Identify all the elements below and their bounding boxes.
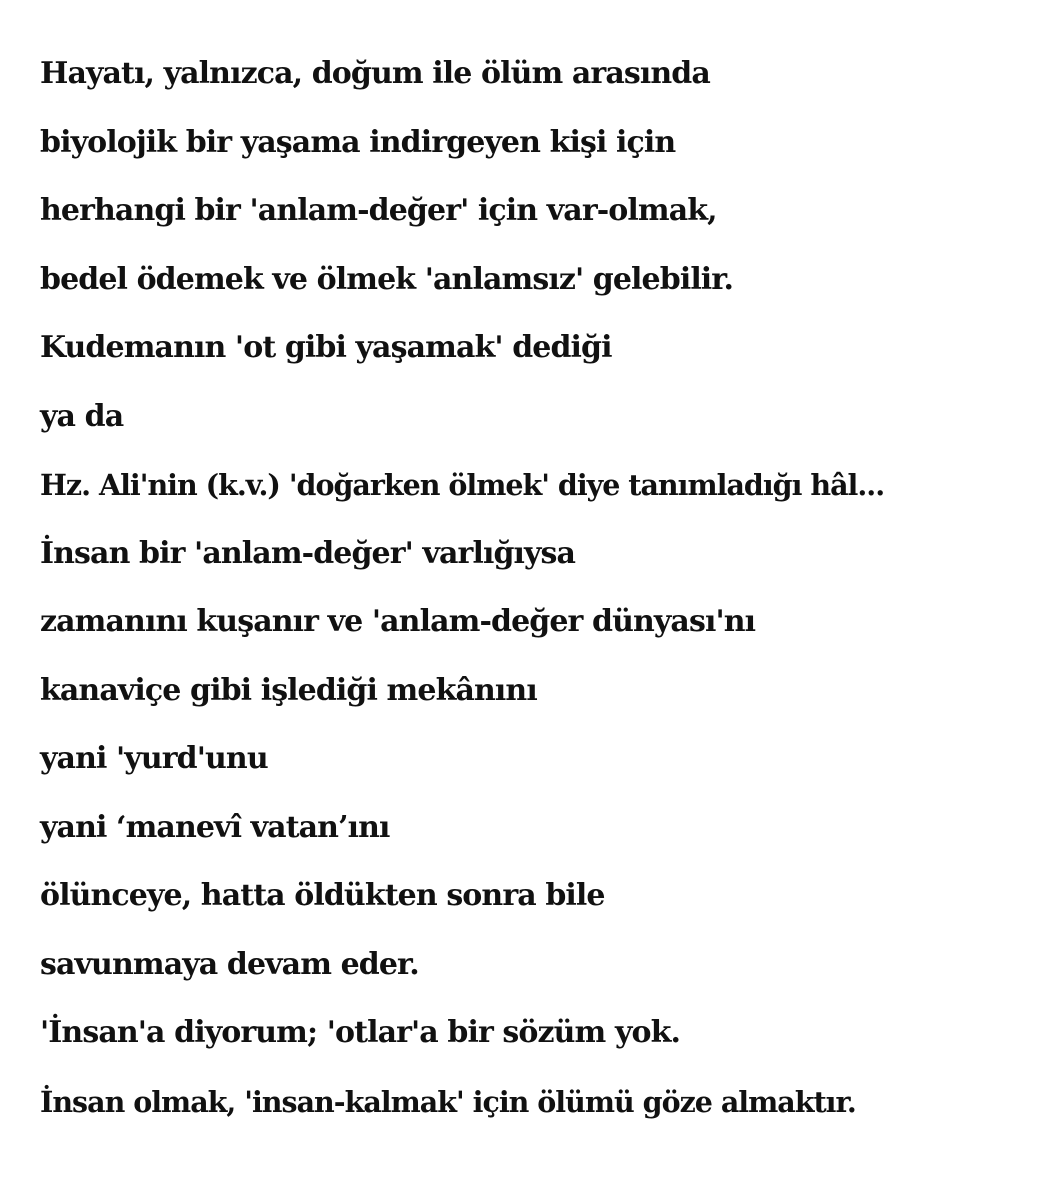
poem-line: savunmaya devam eder. bbox=[40, 946, 419, 982]
poem-line: herhangi bir 'anlam-değer' için var-olmak, bbox=[40, 193, 717, 228]
poem-line: ya da bbox=[40, 398, 124, 434]
poem-line: biyolojik bir yaşama indirgeyen kişi için bbox=[40, 124, 676, 160]
poem-line: ölünceye, hatta öldükten sonra bile bbox=[40, 878, 605, 913]
poem-line: Hayatı, yalnızca, doğum ile ölüm arasında bbox=[40, 56, 710, 91]
poem-line: bedel ödemek ve ölmek 'anlamsız' gelebilir. bbox=[40, 261, 734, 297]
poem-line: İnsan bir 'anlam-değer' varlığıysa bbox=[40, 535, 576, 571]
poem-line: zamanını kuşanır ve 'anlam-değer dünyası'nı bbox=[40, 604, 756, 639]
poem-line: yani ‘manevî vatan’ını bbox=[40, 809, 390, 845]
poem-line: İnsan olmak, 'insan-kalmak' için ölümü göze almaktır. bbox=[40, 1084, 856, 1119]
poem-line: kanaviçe gibi işlediği mekânını bbox=[40, 672, 537, 708]
poem-line: Kudemanın 'ot gibi yaşamak' dediği bbox=[40, 330, 612, 365]
poem-line: 'İnsan'a diyorum; 'otlar'a bir sözüm yok. bbox=[40, 1015, 681, 1050]
poem-line: Hz. Ali'nin (k.v.) 'doğarken ölmek' diye tanımladığı hâl... bbox=[40, 468, 885, 502]
poem-line: yani 'yurd'unu bbox=[40, 741, 268, 776]
poem-text-block bbox=[40, 50, 884, 1146]
